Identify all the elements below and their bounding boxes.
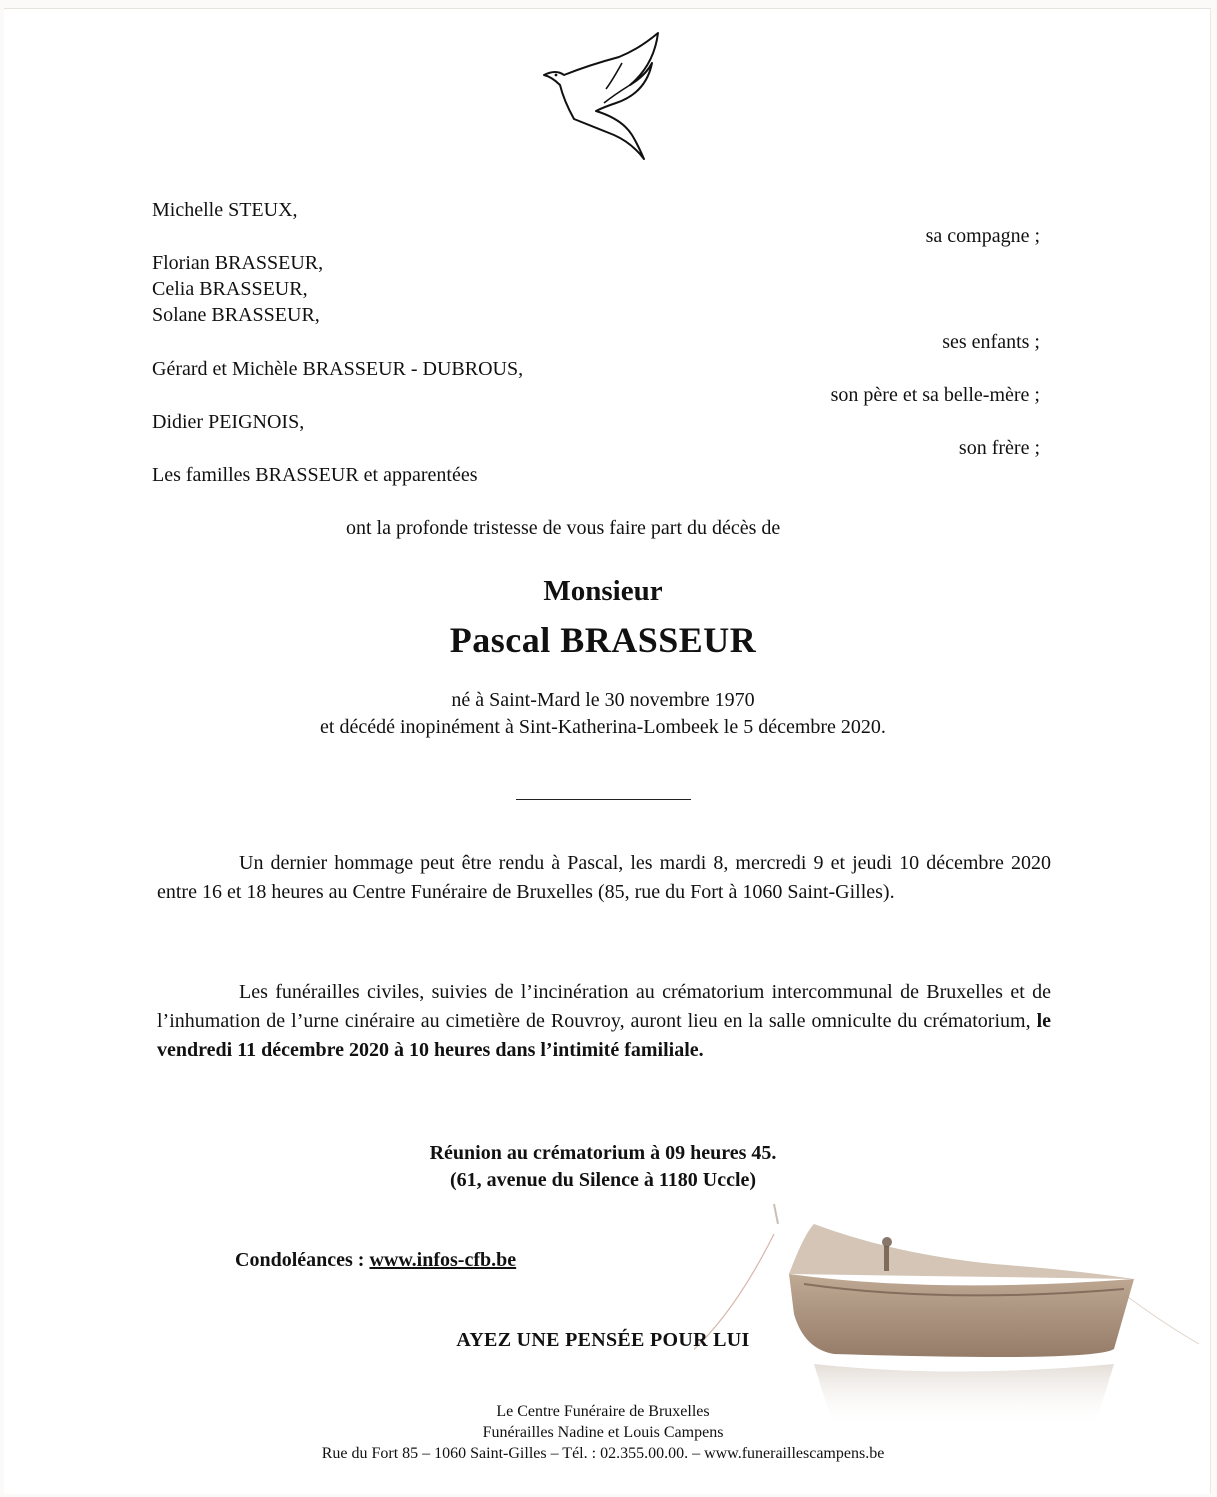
funeral-text: Les funérailles civiles, suivies de l’incinération au crématorium intercommunal de Bruxelles et de l’inhumation de l’urne cinéraire au cimetière de Rouvroy, auront lieu en la salle omniculte du crématorium, [157,981,1051,1032]
family-member-line: Les familles BRASSEUR et apparentées [152,464,478,486]
funeral-paragraph [157,978,1051,1065]
boat-illustration [694,1204,1204,1434]
family-member-line: Florian BRASSEUR, [152,252,324,274]
condolences-label: Condoléances : [235,1249,365,1271]
family-member-line: Didier PEIGNOIS, [152,411,305,433]
condolences-link[interactable]: www.infos-cfb.be [369,1249,517,1271]
deceased-title: Monsieur [543,575,663,607]
announcement-text: ont la profonde tristesse de vous faire part du décès de [346,517,781,539]
relation-label: son père et sa belle-mère ; [830,384,1040,406]
footer-line: Funérailles Nadine et Louis Campens [482,1424,724,1441]
obituary-page [4,8,1211,1494]
meeting-address: (61, avenue du Silence à 1180 Uccle) [449,1169,757,1191]
divider [516,799,691,800]
family-member-line: Gérard et Michèle BRASSEUR - DUBROUS, [152,358,524,380]
meeting-line: Réunion au crématorium à 09 heures 45. [429,1142,777,1164]
family-member-line: Celia BRASSEUR, [152,278,308,300]
deceased-name: Pascal BRASSEUR [449,620,757,660]
relation-label: ses enfants ; [942,331,1040,353]
relation-label: sa compagne ; [925,225,1040,247]
closing-line: AYEZ UNE PENSÉE POUR LUI [456,1329,750,1351]
family-member-line: Michelle STEUX, [152,199,298,221]
death-line: et décédé inopinément à Sint-Katherina-Lombeek le 5 décembre 2020. [320,716,886,738]
footer-line: Le Centre Funéraire de Bruxelles [496,1403,710,1420]
condolences [235,1249,516,1272]
family-member-line: Solane BRASSEUR, [152,304,320,326]
tribute-paragraph: Un dernier hommage peut être rendu à Pascal, les mardi 8, mercredi 9 et jeudi 10 décembre 2020 entre 16 et 18 heures au Centre Funéraire de Bruxelles (85, rue du Fort à 1060 Saint-Gilles). [157,852,1051,903]
dove-icon [534,27,674,167]
footer-line: Rue du Fort 85 – 1060 Saint-Gilles – Tél. : 02.355.00.00. – www.funeraillescampens.be [321,1445,885,1462]
relation-label: son frère ; [958,437,1040,459]
funeral-date-emphasis: le vendredi 11 décembre 2020 à 10 heures dans l’intimité familiale. [157,1010,1052,1061]
birth-line: né à Saint-Mard le 30 novembre 1970 [451,689,755,711]
